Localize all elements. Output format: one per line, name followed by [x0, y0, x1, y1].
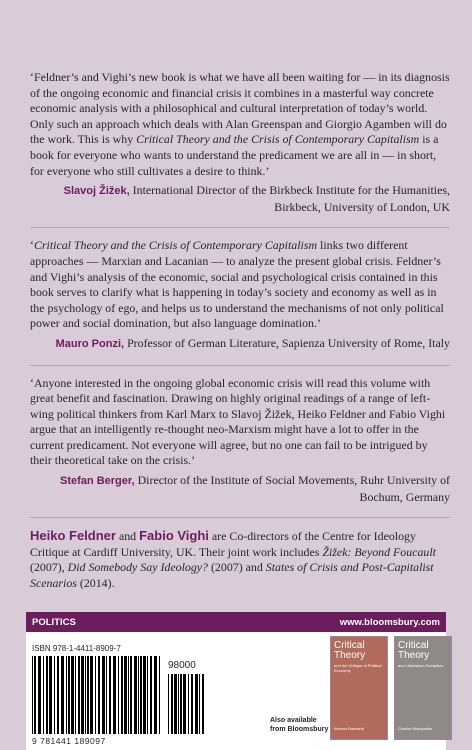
- barcode-bar: [85, 656, 86, 734]
- barcode-bar: [102, 656, 105, 734]
- quote-affiliation: Professor of German Literature, Sapienza University of Rome, Italy: [127, 335, 450, 350]
- divider: [30, 365, 450, 366]
- quote-text: [30, 238, 450, 332]
- barcode-bar: [66, 656, 67, 734]
- barcode-bar: [143, 656, 146, 734]
- barcode-bar: [57, 656, 59, 734]
- quote-affiliation: International Director of the Birkbeck Institute for the Humanities, Birkbeck, University of London, UK: [132, 183, 450, 214]
- barcode-bar: [140, 656, 142, 734]
- barcode-bar: [118, 656, 119, 734]
- barcode-bar: [147, 656, 148, 734]
- barcode-bar: [199, 674, 200, 734]
- text-run: is a book for everyone who wants to understand the predicament we are all in — in short, for everyone who still cultivates a desire to think.’: [30, 132, 439, 178]
- text-run: (2014).: [76, 576, 115, 591]
- isbn-label: ISBN 978-1-4411-8909-7: [32, 644, 121, 653]
- also-available-line: from Bloomsbury: [270, 726, 329, 733]
- barcode-bar: [150, 656, 152, 734]
- barcode-bar: [98, 656, 100, 734]
- italic-title: Critical Theory and the Crisis of Contemporary Capitalism: [33, 238, 318, 253]
- quote-text: [30, 70, 450, 179]
- italic-title: Did Somebody Say Ideology?: [67, 560, 208, 575]
- text-run: ‘Feldner’s and Vighi’s new book is what we have all been waiting for — in its diagnosis of the ongoing economic and financial crisis it combines in a masterful way concrete economic analysis with a philosophical and cultural interpretation of today’s world. Only such an approach which deals with Alan Greenspan and Giorgio Agamben will do the work. This is why: [30, 70, 450, 147]
- barcode-bar: [106, 656, 107, 734]
- barcode-bar: [171, 674, 173, 734]
- text-run: (2007) and: [208, 560, 266, 575]
- text-run: are Co-directors of the Centre for Ideology Critique at Cardiff University, UK. Their joint work includes: [30, 529, 416, 559]
- divider: [30, 227, 450, 228]
- book-cover: [330, 636, 388, 740]
- divider: [30, 517, 450, 518]
- book-title: Critical Theory: [398, 640, 430, 661]
- italic-title: Critical Theory and the Crisis of Contemporary Capitalism: [136, 132, 420, 147]
- quote-attribution: [30, 336, 450, 353]
- text-run: ‘: [30, 238, 34, 253]
- text-run: links two different approaches — Marxian and Lacanian — to analyze the present global crisis. Feldner’s and Vighi’s analysis of the economic, social and psychological crisis contained in this book serves to clarify what is happening in today’s society and economy as well as in the psychology of ego, and helps us to understand the mechanisms of not only political power and social domination, but also language domination.’: [30, 238, 444, 331]
- quote-ponzi: [30, 238, 450, 352]
- bottom-panel: [26, 632, 446, 750]
- barcode-bar: [168, 674, 169, 734]
- barcode-bar: [87, 656, 89, 734]
- barcode-bar: [178, 674, 179, 734]
- also-available-line: Also available: [270, 717, 317, 724]
- italic-title: States of Crisis and Post-Capitalist Scenarios: [30, 560, 434, 591]
- barcode-bar: [49, 656, 52, 734]
- barcode-bar: [174, 674, 177, 734]
- barcode-bar: [54, 656, 55, 734]
- quote-affiliation: Director of the Institute of Social Movements, Ruhr University of Bochum, Germany: [137, 473, 450, 504]
- book-cover: [394, 636, 452, 740]
- barcode-bar: [183, 674, 186, 734]
- barcode-bar: [188, 674, 189, 734]
- quote-author: Slavoj Žižek,: [63, 185, 130, 198]
- publisher-url: www.bloomsbury.com: [339, 616, 440, 628]
- barcode-block: [32, 644, 212, 744]
- barcode-bar: [113, 656, 116, 734]
- back-cover-text: [30, 70, 450, 592]
- barcode-bar: [71, 656, 74, 734]
- barcode-bar: [32, 656, 33, 734]
- price-code: 98000: [168, 660, 196, 671]
- barcode-bar: [78, 656, 80, 734]
- barcode-bar: [191, 674, 193, 734]
- barcode-bar: [46, 656, 48, 734]
- barcode-bar: [61, 656, 64, 734]
- book-subtitle: and the Critique of Political Economy: [334, 663, 382, 673]
- barcode-bar: [90, 656, 93, 734]
- category-label: POLITICS: [32, 616, 76, 628]
- barcode-bar: [68, 656, 70, 734]
- quote-berger: [30, 376, 450, 506]
- barcode-bar: [121, 656, 123, 734]
- also-available: [270, 716, 328, 734]
- text-run: ‘Anyone interested in the ongoing global economic crisis will read this volume with great benefit and fascination. Drawing on highly original readings of a range of left-wing political thinkers from Karl Marx to Slavoj Žižek, Heiko Feldner and Fabio Vighi argue that an intelligently re-thought neo-Marxism might have a lot to offer in the current predicament. Not everyone will agree, but no one can fail to be intrigued by their theoretical take on the crisis.’: [30, 375, 446, 468]
- barcode-bar: [95, 656, 96, 734]
- book-author: Werner Bonefeld: [334, 726, 364, 731]
- barcode-icon: [32, 656, 162, 734]
- price-barcode-icon: [168, 674, 208, 734]
- quote-text: [30, 376, 450, 470]
- barcode-digits: 9 781441 189097: [32, 736, 106, 746]
- author-name: Heiko Feldner: [30, 528, 116, 544]
- quote-author: Mauro Ponzi,: [55, 337, 125, 350]
- bio-conjunction: and: [115, 529, 140, 544]
- quote-attribution: [30, 183, 450, 215]
- barcode-bar: [154, 656, 157, 734]
- barcode-bar: [75, 656, 76, 734]
- text-run: (2007),: [30, 560, 68, 575]
- barcode-bar: [124, 656, 127, 734]
- barcode-bar: [195, 674, 198, 734]
- category-band: [26, 612, 446, 632]
- book-subtitle: and Libertarian Socialism: [398, 663, 443, 668]
- author-name: Fabio Vighi: [139, 528, 209, 544]
- barcode-bar: [38, 656, 41, 734]
- barcode-bar: [138, 656, 139, 734]
- barcode-bar: [202, 674, 204, 734]
- book-title: Critical Theory: [334, 640, 366, 661]
- barcode-bar: [109, 656, 111, 734]
- barcode-bar: [81, 656, 84, 734]
- barcode-bar: [128, 656, 129, 734]
- barcode-bar: [43, 656, 44, 734]
- quote-attribution: [30, 473, 450, 505]
- barcode-bar: [34, 656, 36, 734]
- author-bio: [30, 528, 450, 591]
- barcode-bar: [134, 656, 137, 734]
- barcode-bar: [180, 674, 182, 734]
- quote-zizek: [30, 70, 450, 215]
- quote-author: Stefan Berger,: [60, 475, 135, 488]
- barcode-bar: [159, 656, 160, 734]
- italic-title: Žižek: Beyond Foucault: [322, 544, 436, 559]
- barcode-bar: [130, 656, 132, 734]
- book-author: Charles Masquelier: [398, 726, 433, 731]
